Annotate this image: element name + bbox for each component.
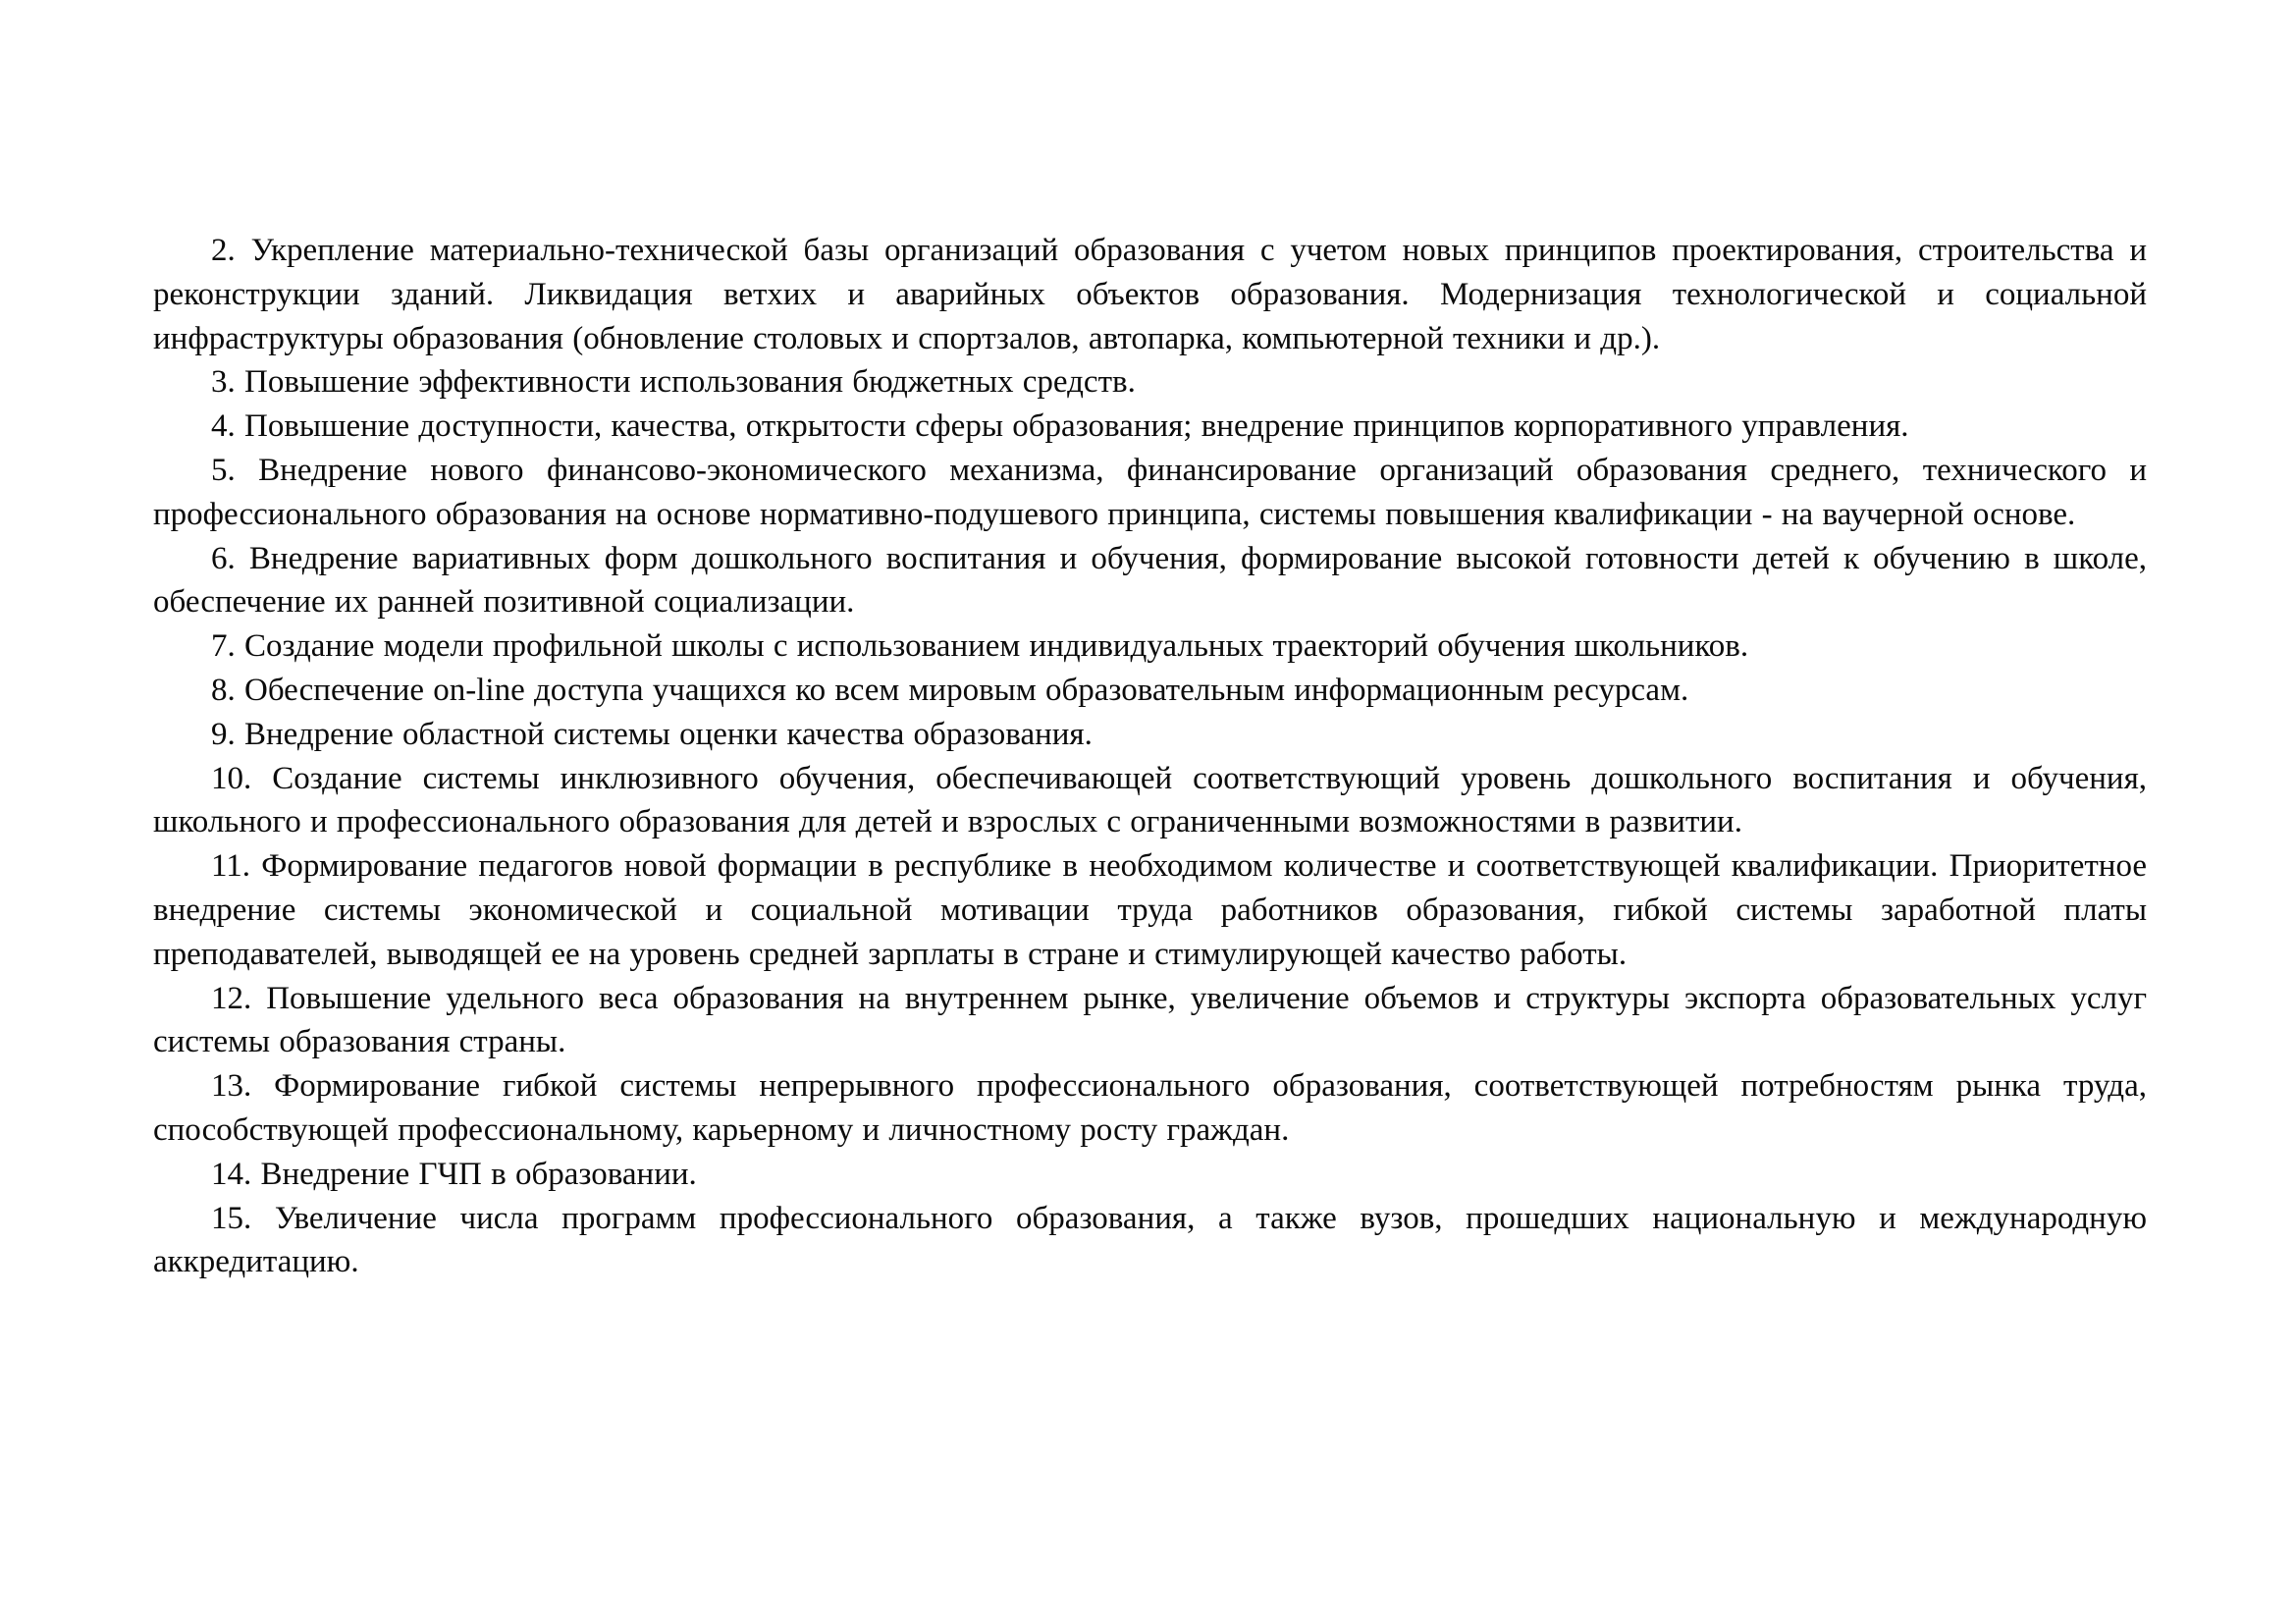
document-body [153, 229, 2147, 1284]
paragraph-item-5: 5. Внедрение нового финансово-экономического механизма, финансирование организаций образования среднего, технического и профессионального образования на основе нормативно-подушевого принципа, системы повышения квалификации - на ваучерной основе. [153, 452, 2147, 532]
paragraph-item-10: 10. Создание системы инклюзивного обучения, обеспечивающей соответствующий уровень дошкольного воспитания и обучения, школьного и профессионального образования для детей и взрослых с ограниченными возможностями в развитии. [153, 760, 2147, 840]
paragraph-item-11: 11. Формирование педагогов новой формации в республике в необходимом количестве и соответствующей квалификации. Приоритетное внедрение системы экономической и социальной мотивации труда работников образования, гибкой системы заработной платы преподавателей, выводящей ее на уровень средней зарплаты в стране и стимулирующей качество работы. [153, 848, 2147, 972]
paragraph-item-12: 12. Повышение удельного веса образования на внутреннем рынке, увеличение объемов и структуры экспорта образовательных услуг системы образования страны. [153, 980, 2147, 1060]
paragraph-item-6: 6. Внедрение вариативных форм дошкольного воспитания и обучения, формирование высокой готовности детей к обучению в школе, обеспечение их ранней позитивной социализации. [153, 540, 2147, 621]
paragraph-item-15: 15. Увеличение числа программ профессионального образования, а также вузов, прошедших национальную и международную аккредитацию. [153, 1200, 2147, 1280]
paragraph-item-2: 2. Укрепление материально-технической базы организаций образования с учетом новых принципов проектирования, строительства и реконструкции зданий. Ликвидация ветхих и аварийных объектов образования. Модернизация технологической и социальной инфраструктуры образования (обновление столовых и спортзалов, автопарка, компьютерной техники и др.). [153, 233, 2147, 356]
paragraph-item-3: 3. Повышение эффективности использования бюджетных средств. [211, 364, 1136, 401]
paragraph-item-9: 9. Внедрение областной системы оценки качества образования. [211, 716, 1093, 752]
paragraph-item-14: 14. Внедрение ГЧП в образовании. [211, 1156, 697, 1192]
paragraph-item-7: 7. Создание модели профильной школы с использованием индивидуальных траекторий обучения школьников. [211, 628, 1749, 665]
paragraph-item-13: 13. Формирование гибкой системы непрерывного профессионального образования, соответствующей потребностям рынка труда, способствующей профессиональному, карьерному и личностному росту граждан. [153, 1068, 2147, 1148]
paragraph-item-4: 4. Повышение доступности, качества, открытости сферы образования; внедрение принципов корпоративного управления. [211, 408, 1909, 445]
paragraph-item-8: 8. Обеспечение on-line доступа учащихся ко всем мировым образовательным информационным ресурсам. [211, 672, 1689, 708]
